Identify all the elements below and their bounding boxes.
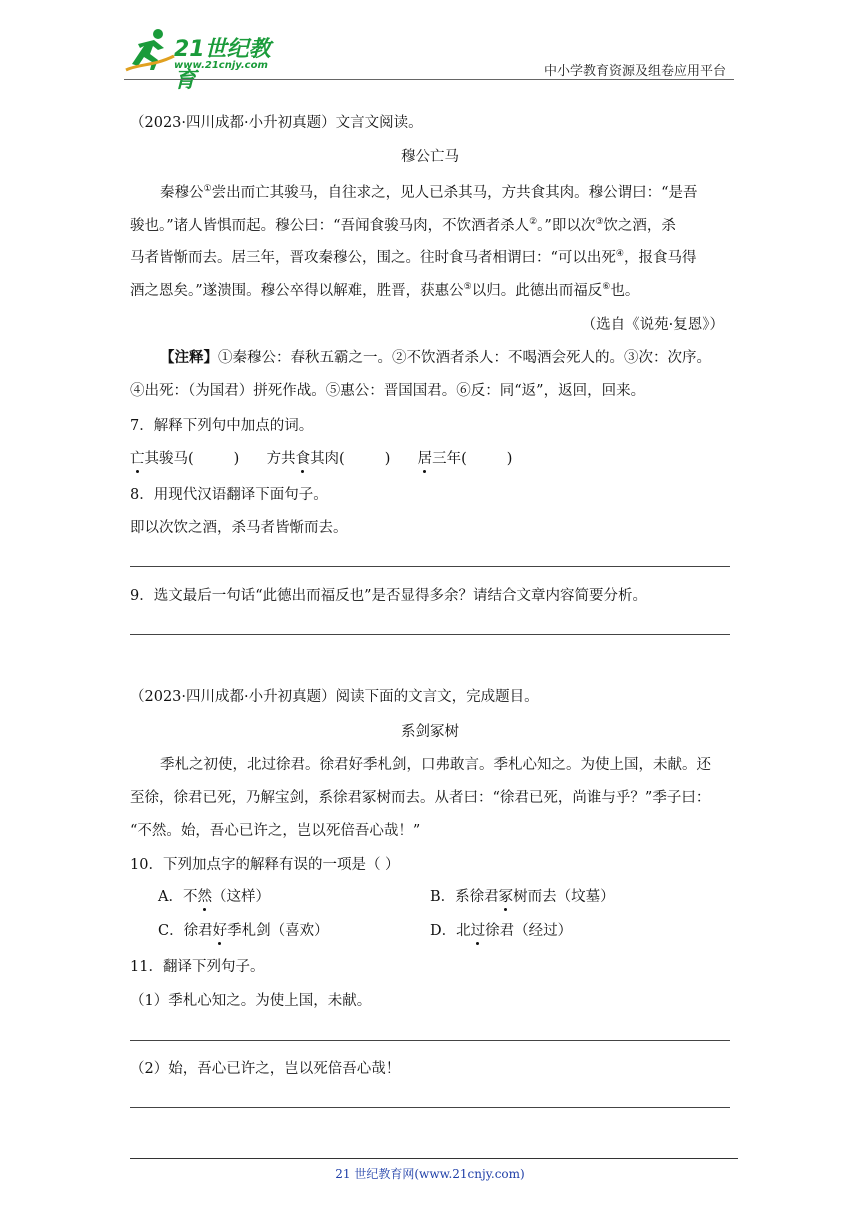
dotted-char: 居 — [417, 451, 433, 467]
answer-line[interactable] — [130, 1107, 730, 1108]
q1-source: （2023·四川成都·小升初真题）文言文阅读。 — [130, 115, 423, 131]
q2-paragraph-line-3: “不然。始，吾心已许之，岂以死倍吾心哉！” — [130, 823, 421, 839]
option-b[interactable]: B．系徐君冢树而去（坟墓） — [430, 889, 615, 905]
footer-divider — [130, 1158, 738, 1159]
dotted-char: 过 — [470, 923, 486, 939]
q1-note-line-2: ④出死：（为国君）拼死作战。⑤惠公：晋国国君。⑥反：同“返”，返回，回来。 — [130, 383, 646, 399]
q1-paragraph-line-2: 骏也。”诸人皆惧而起。穆公曰：“吾闻食骏马肉，不饮酒者杀人②。”即以次③饮之酒，杀 — [130, 217, 676, 234]
question-7-items: 亡其骏马( ) 方共食其肉( ) 居三年( ) — [130, 451, 513, 467]
platform-name: 中小学教育资源及组卷应用平台 — [543, 64, 726, 79]
q2-source: （2023·四川成都·小升初真题）阅读下面的文言文，完成题目。 — [130, 689, 539, 705]
answer-line[interactable] — [130, 634, 730, 635]
answer-line[interactable] — [130, 1040, 730, 1041]
q1-paragraph-line-4: 酒之恩矣。”遂溃围。穆公卒得以解难，胜晋，获惠公⑤以归。此德出而福反⑥也。 — [130, 282, 640, 299]
runner-icon — [124, 26, 176, 72]
option-a[interactable]: A．不然（这样） — [158, 889, 270, 905]
logo-text: 21世纪教育 — [174, 37, 271, 93]
q1-paragraph-line-3: 马者皆惭而去。居三年，晋攻秦穆公，围之。往时食马者相谓曰：“可以出死④，报食马得 — [130, 249, 697, 266]
question-9: 9．选文最后一句话“此德出而福反也”是否显得多余？请结合文章内容简要分析。 — [130, 588, 648, 604]
question-7: 7．解释下列句中加点的词。 — [130, 418, 314, 434]
question-10: 10．下列加点字的解释有误的一项是（ ） — [130, 857, 400, 873]
option-c[interactable]: C．徐君好季札剑（喜欢） — [158, 923, 329, 939]
footer-link[interactable]: 21 世纪教育网(www.21cnjy.com) — [335, 1167, 525, 1181]
dotted-char: 食 — [295, 451, 311, 467]
q2-title: 系剑冢树 — [401, 724, 459, 740]
question-11-part-2: （2）始，吾心已许之，岂以死倍吾心哉！ — [130, 1061, 401, 1077]
logo-url: www.21cnjy.com — [174, 60, 268, 71]
q1-title: 穆公亡马 — [401, 149, 459, 165]
question-11: 11．翻译下列句子。 — [130, 959, 265, 975]
q1-citation: （选自《说苑·复恩》） — [581, 317, 724, 333]
answer-line[interactable] — [130, 566, 730, 567]
dotted-char: 冢 — [498, 889, 514, 905]
question-8-sentence: 即以次饮之酒，杀马者皆惭而去。 — [130, 520, 348, 536]
dotted-char: 然 — [197, 889, 212, 905]
page-header — [0, 0, 860, 93]
q1-note-line-1: 【注释】①秦穆公：春秋五霸之一。②不饮酒者杀人：不喝酒会死人的。③次：次序。 — [160, 349, 711, 366]
header-divider — [124, 79, 734, 80]
dotted-char: 亡 — [130, 451, 145, 467]
q2-paragraph-line-1: 季札之初使，北过徐君。徐君好季札剑，口弗敢言。季札心知之。为使上国，未献。还 — [160, 757, 711, 773]
q1-paragraph-line-1: 秦穆公①尝出而亡其骏马，自往求之，见人已杀其马，方共食其肉。穆公谓曰：“是吾 — [160, 184, 698, 201]
option-d[interactable]: D．北过徐君（经过） — [430, 923, 573, 939]
dotted-char: 好 — [212, 923, 228, 939]
site-logo[interactable] — [124, 26, 289, 93]
q2-paragraph-line-2: 至徐，徐君已死，乃解宝剑，系徐君冢树而去。从者曰：“徐君已死，尚谁与乎？”季子曰： — [130, 790, 711, 806]
question-8: 8．用现代汉语翻译下面句子。 — [130, 487, 328, 503]
question-11-part-1: （1）季札心知之。为使上国，未献。 — [130, 993, 372, 1009]
